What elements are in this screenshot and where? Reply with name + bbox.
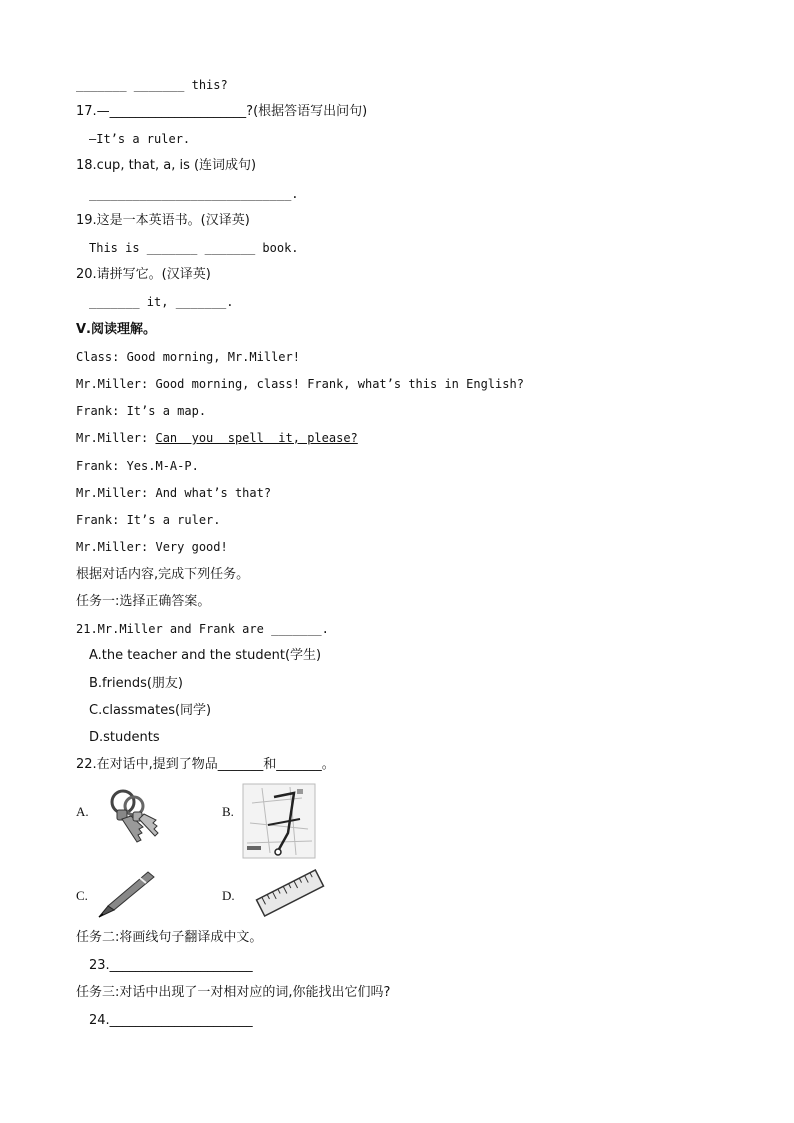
option-b-label: B. <box>222 804 234 819</box>
q23-answer-blank: 23.______________________ <box>89 958 253 973</box>
dialogue-line: Frank: Yes.M-A-P. <box>76 459 199 473</box>
q20-answer: _______ it, _______. <box>89 295 234 309</box>
q19-answer: This is _______ _______ book. <box>89 241 299 255</box>
q24-answer-blank: 24.______________________ <box>89 1013 253 1028</box>
dialogue-line: Mr.Miller: Good morning, class! Frank, what’s this in English? <box>76 377 524 391</box>
option-d-label: D. <box>222 888 235 903</box>
dialogue-line: Frank: It’s a map. <box>76 404 207 418</box>
q21-option-d: D.students <box>89 730 160 745</box>
q17: 17.—_____________________?(根据答语写出问句) <box>76 104 368 119</box>
instruction: 根据对话内容,完成下列任务。 <box>76 567 250 582</box>
dialogue-line: Frank: It’s a ruler. <box>76 513 221 527</box>
task-1-title: 任务一:选择正确答案。 <box>76 594 211 609</box>
q17-answer: —It’s a ruler. <box>89 132 191 146</box>
option-c-label: C. <box>76 888 88 903</box>
q16-continuation: _______ _______ this? <box>76 78 228 92</box>
keys-icon <box>103 786 165 852</box>
dialogue-line: Class: Good morning, Mr.Miller! <box>76 350 300 364</box>
q21-option-c: C.classmates(同学) <box>89 703 212 718</box>
map-icon <box>242 783 316 863</box>
dialogue-line: Mr.Miller: And what’s that? <box>76 486 272 500</box>
task-3-title: 任务三:对话中出现了一对相对应的词,你能找出它们吗? <box>76 985 391 1000</box>
task-2-title: 任务二:将画线句子翻译成中文。 <box>76 930 263 945</box>
q20: 20.请拼写它。(汉译英) <box>76 267 211 282</box>
q21-option-a: A.the teacher and the student(学生) <box>89 648 322 663</box>
q18: 18.cup, that, a, is (连词成句) <box>76 158 257 173</box>
dialogue-line: Mr.Miller: Very good! <box>76 540 228 554</box>
pen-icon <box>94 868 156 924</box>
section-5-title: Ⅴ.阅读理解。 <box>76 322 156 337</box>
speaker: Mr.Miller: <box>76 431 156 445</box>
q19: 19.这是一本英语书。(汉译英) <box>76 213 250 228</box>
ruler-icon <box>255 866 325 924</box>
q18-answer-blank: ____________________________. <box>89 187 299 201</box>
q21-option-b: B.friends(朋友) <box>89 676 183 691</box>
dialogue-line-underlined <box>76 430 358 446</box>
q22: 22.在对话中,提到了物品_______和_______。 <box>76 757 335 772</box>
underlined-sentence: Can you spell it, please? <box>155 431 358 445</box>
option-a-label: A. <box>76 804 89 819</box>
q21: 21.Mr.Miller and Frank are _______. <box>76 622 329 636</box>
